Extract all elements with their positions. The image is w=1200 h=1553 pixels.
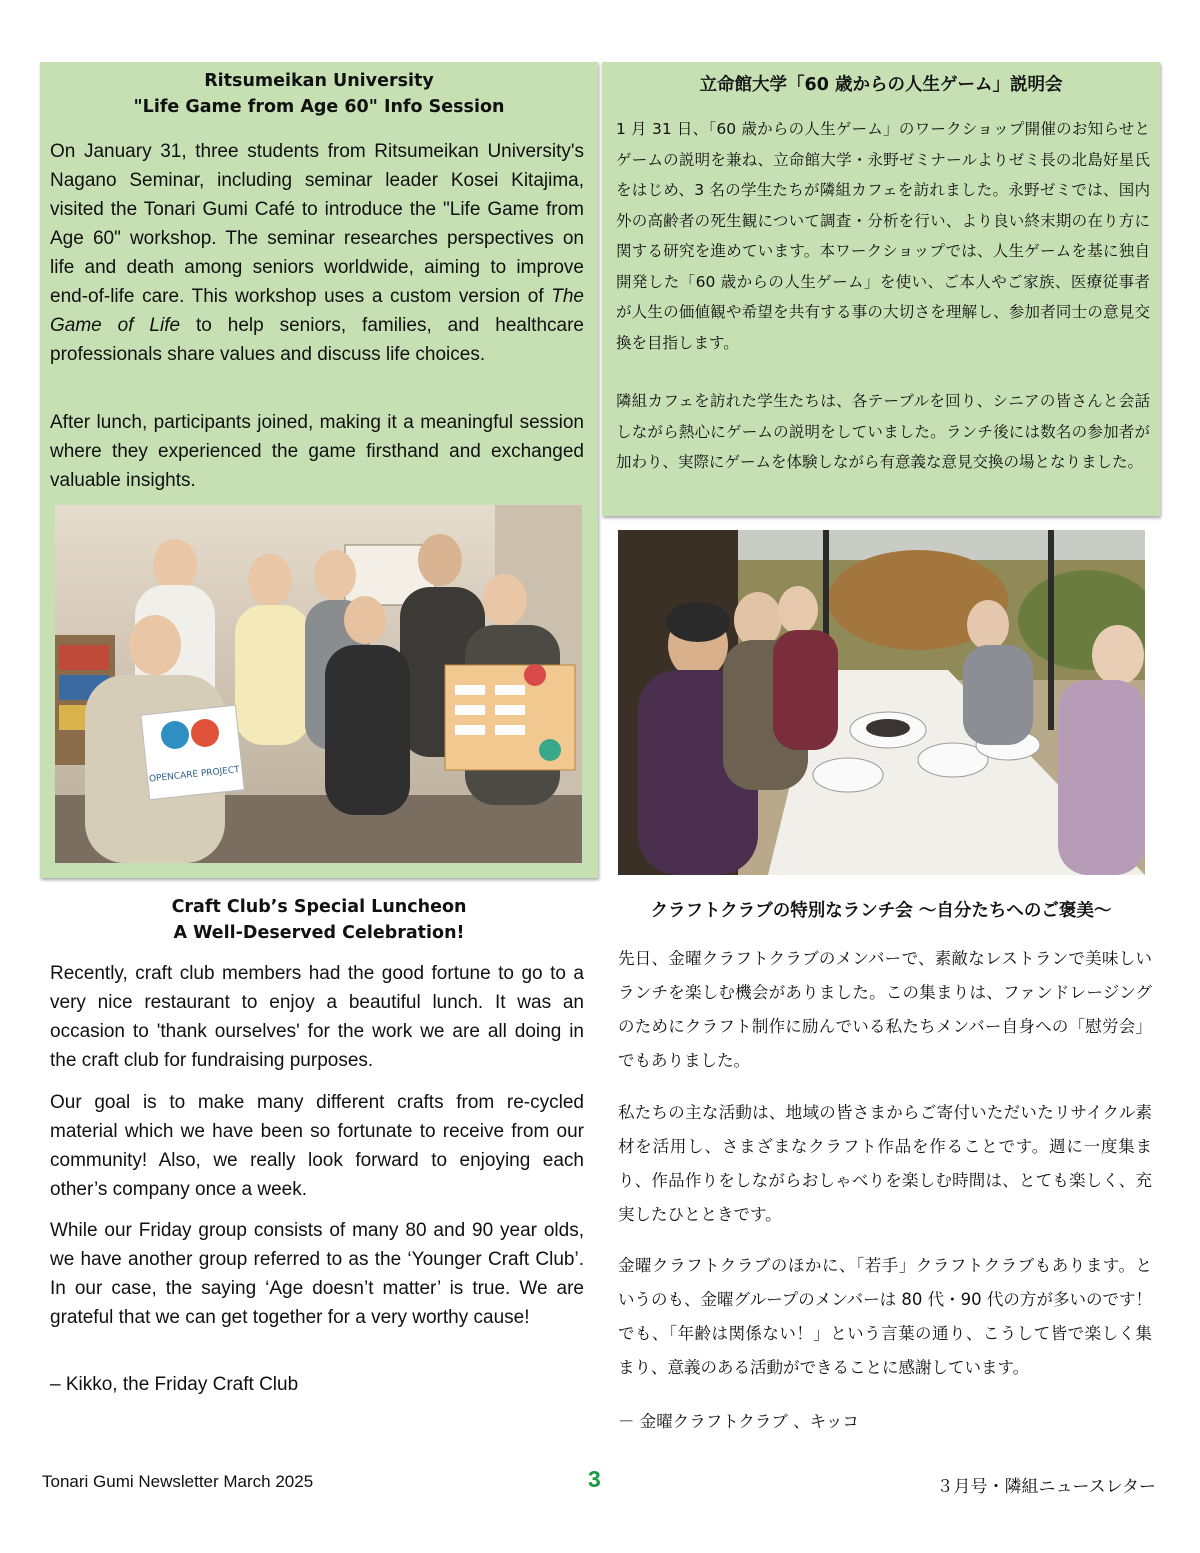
footer-newsletter-title-en: Tonari Gumi Newsletter March 2025: [42, 1472, 314, 1491]
article-paragraph: [50, 137, 584, 369]
paragraph-text: On January 31, three students from Ritsumeikan University's Nagano Seminar, including seminar leader Kosei Kitajima, visited the Tonari Gumi Café to introduce the "Life Game from Age 60" workshop. The seminar researches perspectives on life and death among seniors worldwide, aiming to improve end-of-life care. This workshop uses a custom version of: [50, 141, 584, 307]
title-line-1: Craft Club’s Special Luncheon: [171, 897, 467, 917]
article-paragraph: Recently, craft club members had the good fortune to go to a very nice restaurant to enjoy a beautiful lunch. It was an occasion to 'thank ourselves' for the work we are all doing in the craft club for fundraising purposes.: [50, 963, 584, 1071]
article-paragraph: After lunch, participants joined, making it a meaningful session where they experienced the game firsthand and exchanged valuable insights.: [50, 412, 584, 491]
article-paragraph: Our goal is to make many different crafts from re-cycled material which we have been so fortunate to receive from our community! Also, we really look forward to enjoying each other’s company once a week.: [50, 1092, 584, 1200]
article-title-jp-ritsumeikan: 立命館大学「60 歳からの人生ゲーム」説明会: [699, 75, 1063, 95]
article-paragraph: 先日、金曜クラフトクラブのメンバーで、素敵なレストランで美味しいランチを楽しむ機会がありました。この集まりは、ファンドレージングのためにクラフト制作に励んでいる私たちメンバー自身への「慰労会」でもありました。: [618, 949, 1152, 1070]
article-paragraph: 隣組カフェを訪れた学生たちは、各テーブルを回り、シニアの皆さんと会話しながら熱心にゲームの説明をしていました。ランチ後には数名の参加者が加わり、実際にゲームを体験しながら有意義な意見交換の場となりました。: [616, 392, 1150, 471]
footer-newsletter-title-jp: ３月号・隣組ニュースレター: [936, 1477, 1156, 1497]
photo-craft-club-luncheon: [618, 530, 1145, 875]
page-number: 3: [588, 1466, 601, 1492]
article-paragraph: 1 月 31 日、「60 歳からの人生ゲーム」のワークショップ開催のお知らせとゲームの説明を兼ね、立命館大学・永野ゼミナールよりゼミ長の北島好星氏をはじめ、3 名の学生たちが隣組カフェを訪れました。永野ゼミでは、国内外の高齢者の死生観について調査・分析を行い、より良い終末期の在り方に関する研究を進めています。本ワークショップでは、人生ゲームを基に独自開発した「60 歳からの人生ゲーム」を使い、ご本人やご家族、医療従事者が人生の価値観や希望を共有する事の大切さを理解し、参加者同士の意見交換を目指します。: [616, 120, 1150, 352]
photo-students-group: [55, 505, 582, 863]
title-line-2: "Life Game from Age 60" Info Session: [133, 97, 505, 117]
article-paragraph: 金曜クラフトクラブのほかに、「若手」クラフトクラブもあります。というのも、金曜グループのメンバーは 80 代・90 代の方が多いのです！ でも、「年齢は関係ない！」という言葉の通り、こうして皆で楽しく集まり、意義のある活動ができることに感謝しています。: [618, 1256, 1152, 1377]
game-title-italic: The Game of Life: [50, 286, 584, 336]
title-line-1: Ritsumeikan University: [204, 71, 434, 91]
article-signature: － 金曜クラフトクラブ 、キッコ: [618, 1412, 859, 1431]
article-title-jp-craft-club: クラフトクラブの特別なランチ会 ～自分たちへのご褒美～: [650, 901, 1112, 921]
article-paragraph: 私たちの主な活動は、地域の皆さまからご寄付いただいたリサイクル素材を活用し、さまざまなクラフト作品を作ることです。週に一度集まり、作品作りをしながらおしゃべりを楽しむ時間は、とても楽しく、充実したひとときです。: [618, 1103, 1152, 1224]
article-paragraph: While our Friday group consists of many 80 and 90 year olds, we have another group referred to as the ‘Younger Craft Club’. In our case, the saying ‘Age doesn’t matter’ is true. We are grateful that we can get together for a very worthy cause!: [50, 1220, 584, 1328]
article-title-en-ritsumeikan: [40, 68, 598, 120]
paragraph-text: to help seniors, families, and healthcare professionals share values and discuss life choices.: [50, 315, 584, 365]
sign-logo-text: OPENCARE PROJECT: [148, 765, 241, 785]
article-signature: – Kikko, the Friday Craft Club: [50, 1374, 299, 1395]
title-line-2: A Well-Deserved Celebration!: [173, 923, 465, 943]
article-title-en-craft-club: [40, 894, 598, 946]
